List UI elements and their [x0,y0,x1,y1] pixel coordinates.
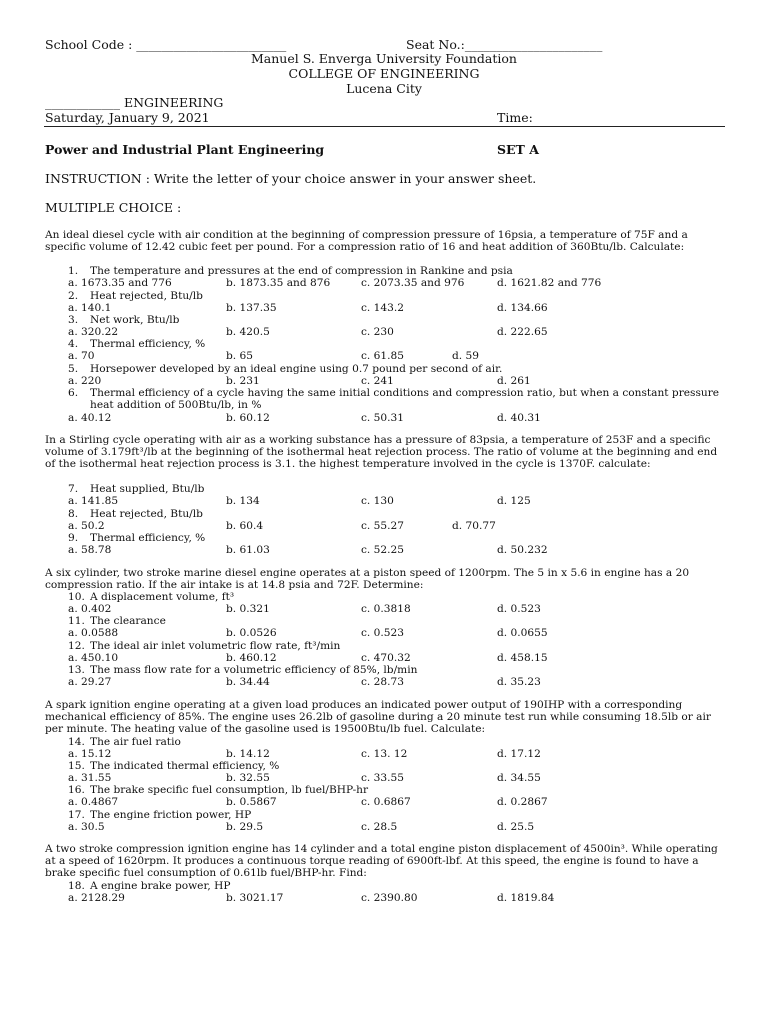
option-d: d. 125 [497,495,531,507]
option-d: d. 17.12 [497,748,541,760]
option-d: d. 70.77 [452,520,496,532]
question-text: The temperature and pressures at the end of compression in Rankine and psia [90,265,513,277]
option-a: a. 450.10 [68,652,119,664]
problem-statement: A two stroke compression ignition engine has 14 cylinder and a total engine piston displacement of 4500in³. While operating at a speed of 1620rpm. It produces a continuous torque reading of 6900ft-lbf. At this speed, the engine is found to have a brake specific fuel consumption of 0.61lb fuel/BHP-hr. Find: [45,843,718,879]
question-number: 11. [68,615,85,627]
option-b: b. 14.12 [226,748,270,760]
instruction-text: INSTRUCTION : Write the letter of your choice answer in your answer sheet. [45,171,537,186]
question-number: 2. [68,290,79,302]
question-number: 5. [68,363,79,375]
option-d: d. 222.65 [497,326,548,338]
question-number: 12. [68,640,85,652]
option-d: d. 34.55 [497,772,541,784]
option-a: a. 0.0588 [68,627,119,639]
option-d: d. 1819.84 [497,892,555,904]
option-b: b. 3021.17 [226,892,284,904]
question-number: 10. [68,591,85,603]
option-a: a. 140.1 [68,302,112,314]
exam-time: Time: [497,110,533,125]
question-number: 1. [68,265,79,277]
problem-statement: An ideal diesel cycle with air condition at the beginning of compression pressure of 16psia, a temperature of 75F and a specific volume of 12.42 cubic feet per pound. For a compression ratio of 16 and heat addition of 360Btu/lb. Calculate: [45,229,688,253]
option-b: b. 0.321 [226,603,270,615]
option-d: d. 59 [452,350,479,362]
question-text: Thermal efficiency of a cycle having the same initial conditions and compression ratio, but when a constant pressure heat addition of 500Btu/lb, in % [90,387,720,411]
option-b: b. 34.44 [226,676,270,688]
question-number: 8. [68,508,79,520]
question-text: The clearance [90,615,166,627]
question-text: The engine friction power, HP [90,809,252,821]
question-text: Horsepower developed by an ideal engine using 0.7 pound per second of air. [90,363,503,375]
option-c: c. 2390.80 [361,892,418,904]
option-b: b. 60.4 [226,520,264,532]
option-a: a. 0.402 [68,603,112,615]
option-c: c. 470.32 [361,652,411,664]
option-b: b. 1873.35 and 876 [226,277,331,289]
option-c: c. 28.73 [361,676,404,688]
exam-date: Saturday, January 9, 2021 [45,110,210,125]
multiple-choice-heading: MULTIPLE CHOICE : [45,200,182,215]
option-d: d. 261 [497,375,531,387]
option-d: d. 0.523 [497,603,541,615]
option-a: a. 29.27 [68,676,112,688]
option-b: b. 231 [226,375,260,387]
question-number: 9. [68,532,79,544]
option-d: d. 458.15 [497,652,548,664]
question-number: 14. [68,736,85,748]
question-text: Thermal efficiency, % [90,338,206,350]
option-a: a. 70 [68,350,95,362]
header-divider [44,126,725,127]
question-number: 4. [68,338,79,350]
college-name: COLLEGE OF ENGINEERING [288,66,480,81]
option-a: a. 0.4867 [68,796,119,808]
option-c: c. 33.55 [361,772,404,784]
option-c: c. 50.31 [361,412,404,424]
subject-title: Power and Industrial Plant Engineering [45,142,325,157]
option-a: a. 1673.35 and 776 [68,277,172,289]
option-c: c. 230 [361,326,394,338]
option-c: c. 28.5 [361,821,398,833]
option-d: d. 0.0655 [497,627,548,639]
option-a: a. 320.22 [68,326,119,338]
university-name: Manuel S. Enverga University Foundation [251,51,517,66]
option-d: d. 40.31 [497,412,541,424]
option-c: c. 0.523 [361,627,404,639]
option-c: c. 55.27 [361,520,404,532]
option-c: c. 241 [361,375,394,387]
question-text: Heat rejected, Btu/lb [90,508,203,520]
question-text: A displacement volume, ft³ [90,591,235,603]
option-b: b. 61.03 [226,544,270,556]
option-a: a. 31.55 [68,772,112,784]
option-a: a. 40.12 [68,412,112,424]
option-b: b. 32.55 [226,772,270,784]
option-b: b. 60.12 [226,412,270,424]
question-text: Thermal efficiency, % [90,532,206,544]
option-b: b. 420.5 [226,326,270,338]
option-c: c. 13. 12 [361,748,408,760]
school-code-field: School Code : ________________________ [45,37,287,52]
option-a: a. 220 [68,375,102,387]
option-a: a. 50.2 [68,520,105,532]
option-b: b. 0.0526 [226,627,277,639]
option-d: d. 50.232 [497,544,548,556]
option-b: b. 0.5867 [226,796,277,808]
problem-statement: In a Stirling cycle operating with air as a working substance has a pressure of 83psia, a temperature of 253F and a specific volume of 3.179ft³/lb at the beginning of the isothermal heat rejection process. The ratio of volume at the beginning and end of the isothermal heat rejection process is 3.1. the highest temperature involved in the cycle is 1370F. calculate: [45,434,718,470]
question-number: 15. [68,760,85,772]
question-text: The brake specific fuel consumption, lb fuel/BHP-hr [90,784,369,796]
question-text: Net work, Btu/lb [90,314,180,326]
question-text: Heat supplied, Btu/lb [90,483,205,495]
question-number: 6. [68,387,79,399]
question-number: 17. [68,809,85,821]
question-number: 3. [68,314,79,326]
question-text: A engine brake power, HP [90,880,231,892]
question-text: Heat rejected, Btu/lb [90,290,203,302]
seat-number-field: Seat No.:______________________ [406,37,603,52]
question-number: 16. [68,784,85,796]
option-a: a. 58.78 [68,544,112,556]
option-d: d. 134.66 [497,302,548,314]
set-label: SET A [497,142,539,157]
option-d: d. 1621.82 and 776 [497,277,602,289]
option-a: a. 2128.29 [68,892,125,904]
option-c: c. 130 [361,495,394,507]
option-c: c. 52.25 [361,544,404,556]
question-text: The air fuel ratio [90,736,181,748]
option-c: c. 2073.35 and 976 [361,277,465,289]
option-d: d. 25.5 [497,821,535,833]
option-b: b. 29.5 [226,821,264,833]
option-a: a. 15.12 [68,748,112,760]
problem-statement: A spark ignition engine operating at a given load produces an indicated power output of 190IHP with a corresponding mechanical efficiency of 85%. The engine uses 26.2lb of gasoline during a 20 minute test run while consuming 18.5lb or air per minute. The heating value of the gasoline used is 19500Btu/lb fuel. Calculate: [45,699,711,735]
option-b: b. 65 [226,350,253,362]
option-c: c. 143.2 [361,302,404,314]
option-d: d. 35.23 [497,676,541,688]
question-text: The indicated thermal efficiency, % [90,760,280,772]
engineering-department: ____________ ENGINEERING [45,95,224,110]
option-b: b. 137.35 [226,302,277,314]
city-name: Lucena City [346,81,422,96]
option-c: c. 61.85 [361,350,404,362]
problem-statement: A six cylinder, two stroke marine diesel engine operates at a piston speed of 1200rpm. The 5 in x 5.6 in engine has a 20 compression ratio. If the air intake is at 14.8 psia and 72F. Determine: [45,567,690,591]
question-number: 18. [68,880,85,892]
question-number: 13. [68,664,85,676]
option-c: c. 0.3818 [361,603,411,615]
option-b: b. 134 [226,495,260,507]
question-number: 7. [68,483,79,495]
option-d: d. 0.2867 [497,796,548,808]
option-c: c. 0.6867 [361,796,411,808]
option-b: b. 460.12 [226,652,277,664]
option-a: a. 30.5 [68,821,105,833]
question-text: The ideal air inlet volumetric flow rate, ft³/min [90,640,341,652]
question-text: The mass flow rate for a volumetric efficiency of 85%, lb/min [90,664,418,676]
option-a: a. 141.85 [68,495,119,507]
